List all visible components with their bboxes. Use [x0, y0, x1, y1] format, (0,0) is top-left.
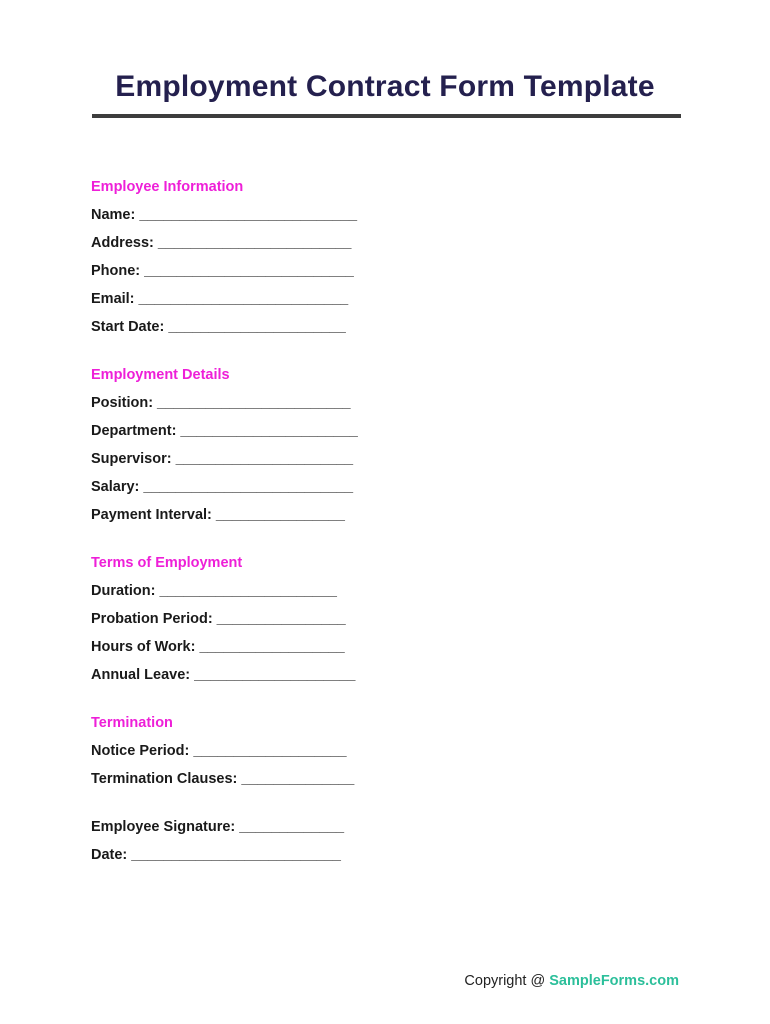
- field-payment-interval[interactable]: Payment Interval: ________________: [91, 507, 345, 523]
- field-address[interactable]: Address: ________________________: [91, 235, 352, 251]
- section-terms-of-employment: [91, 554, 691, 684]
- field-date[interactable]: Date: __________________________: [91, 847, 341, 863]
- section-employee-information: [91, 178, 691, 336]
- field-start-date[interactable]: Start Date: ______________________: [91, 319, 346, 335]
- field-department[interactable]: Department: ______________________: [91, 423, 358, 439]
- field-termination-clauses[interactable]: Termination Clauses: ______________: [91, 771, 355, 787]
- page-title: Employment Contract Form Template: [115, 70, 655, 103]
- section-heading: Terms of Employment: [91, 555, 243, 571]
- field-duration[interactable]: Duration: ______________________: [91, 583, 337, 599]
- field-employee-signature[interactable]: Employee Signature: _____________: [91, 819, 345, 835]
- footer-copyright: [464, 973, 679, 989]
- section-employment-details: [91, 366, 691, 524]
- field-annual-leave[interactable]: Annual Leave: ____________________: [91, 667, 356, 683]
- section-heading: Employment Details: [91, 367, 230, 383]
- field-email[interactable]: Email: __________________________: [91, 291, 349, 307]
- field-phone[interactable]: Phone: __________________________: [91, 263, 354, 279]
- field-name[interactable]: Name: ___________________________: [91, 207, 358, 223]
- copyright-prefix: Copyright @: [464, 973, 550, 989]
- field-supervisor[interactable]: Supervisor: ______________________: [91, 451, 354, 467]
- field-hours-of-work[interactable]: Hours of Work: __________________: [91, 639, 345, 655]
- section-heading: Termination: [91, 715, 173, 731]
- field-probation-period[interactable]: Probation Period: ________________: [91, 611, 346, 627]
- field-notice-period[interactable]: Notice Period: ___________________: [91, 743, 347, 759]
- field-position[interactable]: Position: ________________________: [91, 395, 351, 411]
- field-salary[interactable]: Salary: __________________________: [91, 479, 354, 495]
- section-signature: [91, 818, 691, 864]
- section-termination: [91, 714, 691, 788]
- section-heading: Employee Information: [91, 179, 244, 195]
- title-divider: [92, 114, 681, 118]
- form-body: [91, 178, 691, 874]
- brand-link[interactable]: SampleForms.com: [549, 973, 679, 989]
